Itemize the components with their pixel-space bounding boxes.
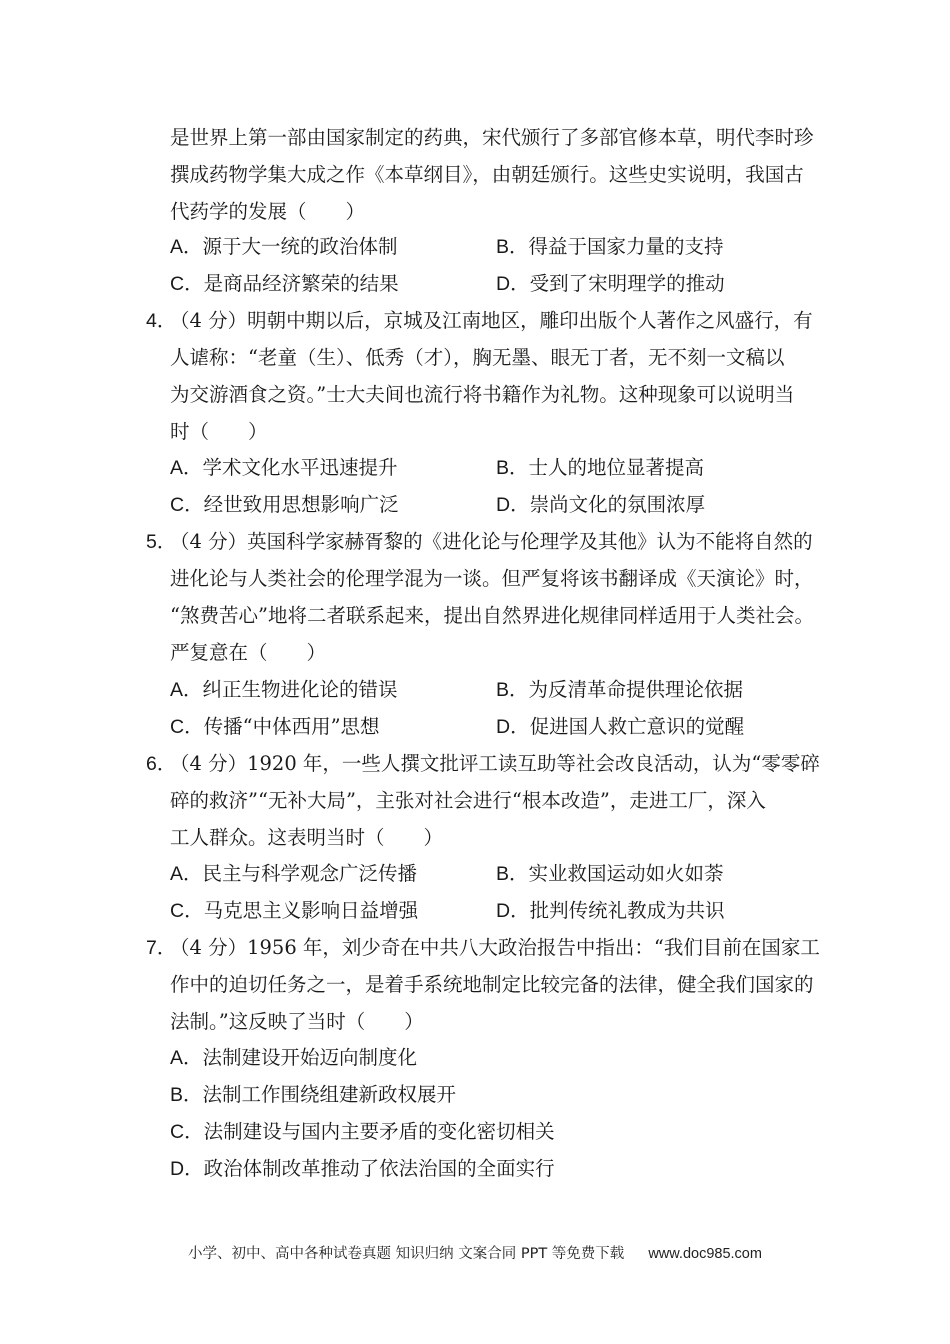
q5-option-d: D．促进国人救亡意识的觉醒 xyxy=(496,715,745,738)
q5-stem-line-1: （4 分）英国科学家赫胥黎的《进化论与伦理学及其他》认为不能将自然的 xyxy=(170,530,813,553)
q7-option-d: D．政治体制改革推动了依法治国的全面实行 xyxy=(170,1157,555,1180)
q3-stem-line-3: 代药学的发展（ ） xyxy=(170,200,366,223)
q7-stem-line-2: 作中的迫切任务之一，是着手系统地制定比较完备的法律，健全我们国家的 xyxy=(170,973,814,996)
q5-option-b: B．为反清革命提供理论依据 xyxy=(496,678,744,701)
footer-url[interactable]: www.doc985.com xyxy=(648,1246,762,1262)
q4-option-b: B．士人的地位显著提高 xyxy=(496,456,705,479)
q3-stem-line-1: 是世界上第一部由国家制定的药典，宋代颁行了多部官修本草，明代李时珍 xyxy=(170,126,814,149)
q5-option-a: A．纠正生物进化论的错误 xyxy=(170,678,398,701)
q5-stem-line-2: 进化论与人类社会的伦理学混为一谈。但严复将该书翻译成《天演论》时， xyxy=(170,567,814,590)
q3-option-d: D．受到了宋明理学的推动 xyxy=(496,272,725,295)
q6-option-a: A．民主与科学观念广泛传播 xyxy=(170,862,418,885)
q6-option-d: D．批判传统礼教成为共识 xyxy=(496,899,725,922)
q4-option-a: A．学术文化水平迅速提升 xyxy=(170,456,398,479)
q5-number: 5． xyxy=(146,531,177,553)
q6-stem-line-1: （4 分）1920 年，一些人撰文批评工读互助等社会改良活动，认为“零零碎 xyxy=(170,752,820,775)
q3-option-a: A．源于大一统的政治体制 xyxy=(170,235,398,258)
q4-option-d: D．崇尚文化的氛围浓厚 xyxy=(496,493,706,516)
q5-stem-line-3: “煞费苦心”地将二者联系起来，提出自然界进化规律同样适用于人类社会。 xyxy=(170,604,814,627)
q6-option-b: B．实业救国运动如火如荼 xyxy=(496,862,724,885)
q7-option-c: C．法制建设与国内主要矛盾的变化密切相关 xyxy=(170,1120,555,1143)
q7-option-a: A．法制建设开始迈向制度化 xyxy=(170,1046,418,1069)
page-footer xyxy=(0,1242,950,1263)
q4-stem-line-3: 为交游酒食之资。”士大夫间也流行将书籍作为礼物。这种现象可以说明当 xyxy=(170,383,795,406)
q3-stem-line-2: 撰成药物学集大成之作《本草纲目》，由朝廷颁行。这些史实说明，我国古 xyxy=(170,163,804,186)
q3-option-b: B．得益于国家力量的支持 xyxy=(496,235,724,258)
q4-number: 4． xyxy=(146,310,177,332)
q4-stem-line-1: （4 分）明朝中期以后，京城及江南地区，雕印出版个人著作之风盛行，有 xyxy=(170,309,813,332)
q7-stem-line-1: （4 分）1956 年，刘少奇在中共八大政治报告中指出：“我们目前在国家工 xyxy=(170,936,820,959)
q6-stem-line-2: 碎的救济”“无补大局”，主张对社会进行“根本改造”，走进工厂，深入 xyxy=(170,789,766,812)
q6-option-c: C．马克思主义影响日益增强 xyxy=(170,899,419,922)
q7-number: 7． xyxy=(146,937,177,959)
q6-number: 6． xyxy=(146,753,177,775)
q5-stem-line-4: 严复意在（ ） xyxy=(170,641,327,664)
q3-option-c: C．是商品经济繁荣的结果 xyxy=(170,272,399,295)
footer-text: 小学、初中、高中各种试卷真题 知识归纳 文案合同 PPT 等免费下载 xyxy=(188,1246,625,1262)
q5-option-c: C．传播“中体西用”思想 xyxy=(170,715,380,738)
q4-stem-line-4: 时（ ） xyxy=(170,420,268,443)
q7-stem-line-3: 法制。”这反映了当时（ ） xyxy=(170,1010,424,1033)
q4-stem-line-2: 人谑称：“老童（生）、低秀（才），胸无墨、眼无丁者，无不刻一文稿以 xyxy=(170,346,785,369)
q6-stem-line-3: 工人群众。这表明当时（ ） xyxy=(170,826,444,849)
q7-option-b: B．法制工作围绕组建新政权展开 xyxy=(170,1083,457,1106)
q4-option-c: C．经世致用思想影响广泛 xyxy=(170,493,399,516)
